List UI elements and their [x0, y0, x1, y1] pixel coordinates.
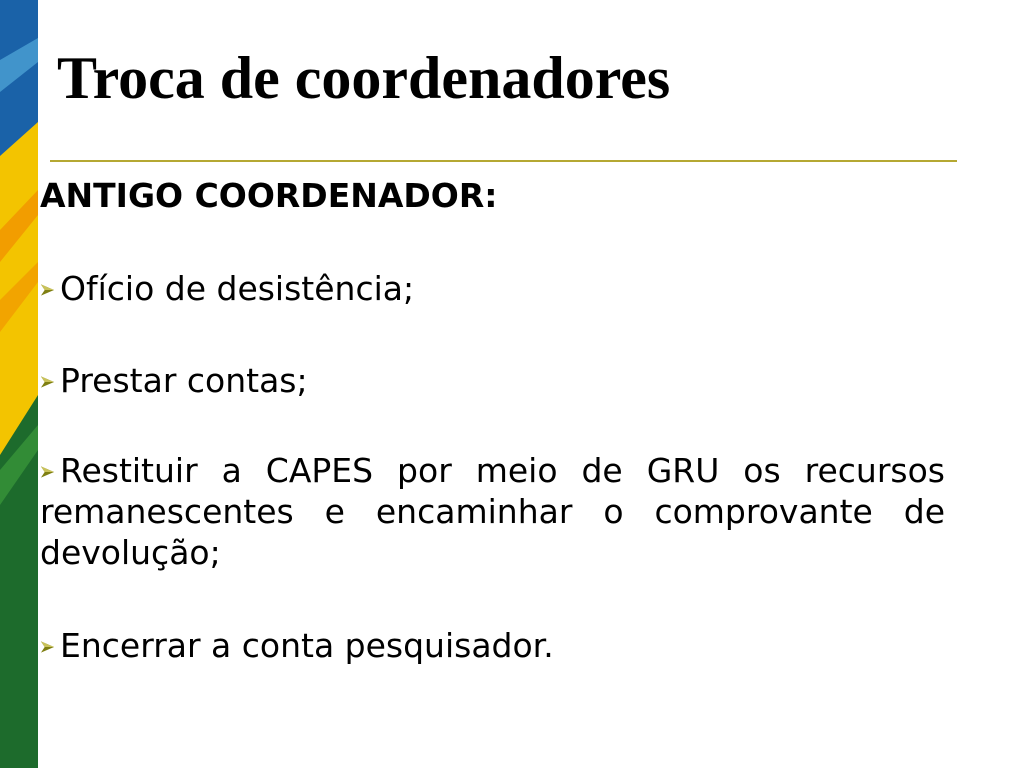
bullet-item	[40, 268, 945, 309]
arrow-bullet-icon	[40, 465, 55, 479]
arrow-bullet-icon	[40, 375, 55, 389]
decorative-side-band	[0, 0, 38, 768]
section-heading: ANTIGO COORDENADOR:	[40, 176, 498, 215]
arrow-bullet-icon	[40, 640, 55, 654]
arrow-bullet-icon	[40, 283, 55, 297]
bullet-text: Restituir a CAPES por meio de GRU os recursos remanescentes e encaminhar o comprovante de devolução;	[40, 451, 945, 572]
bullet-item	[40, 360, 945, 401]
title-divider	[50, 160, 957, 162]
bullet-text: Prestar contas;	[60, 361, 308, 400]
bullet-item	[40, 625, 945, 666]
bullet-item	[40, 450, 945, 573]
bullet-text: Encerrar a conta pesquisador.	[60, 626, 554, 665]
bullet-text: Ofício de desistência;	[60, 269, 415, 308]
slide-title: Troca de coordenadores	[57, 45, 671, 111]
